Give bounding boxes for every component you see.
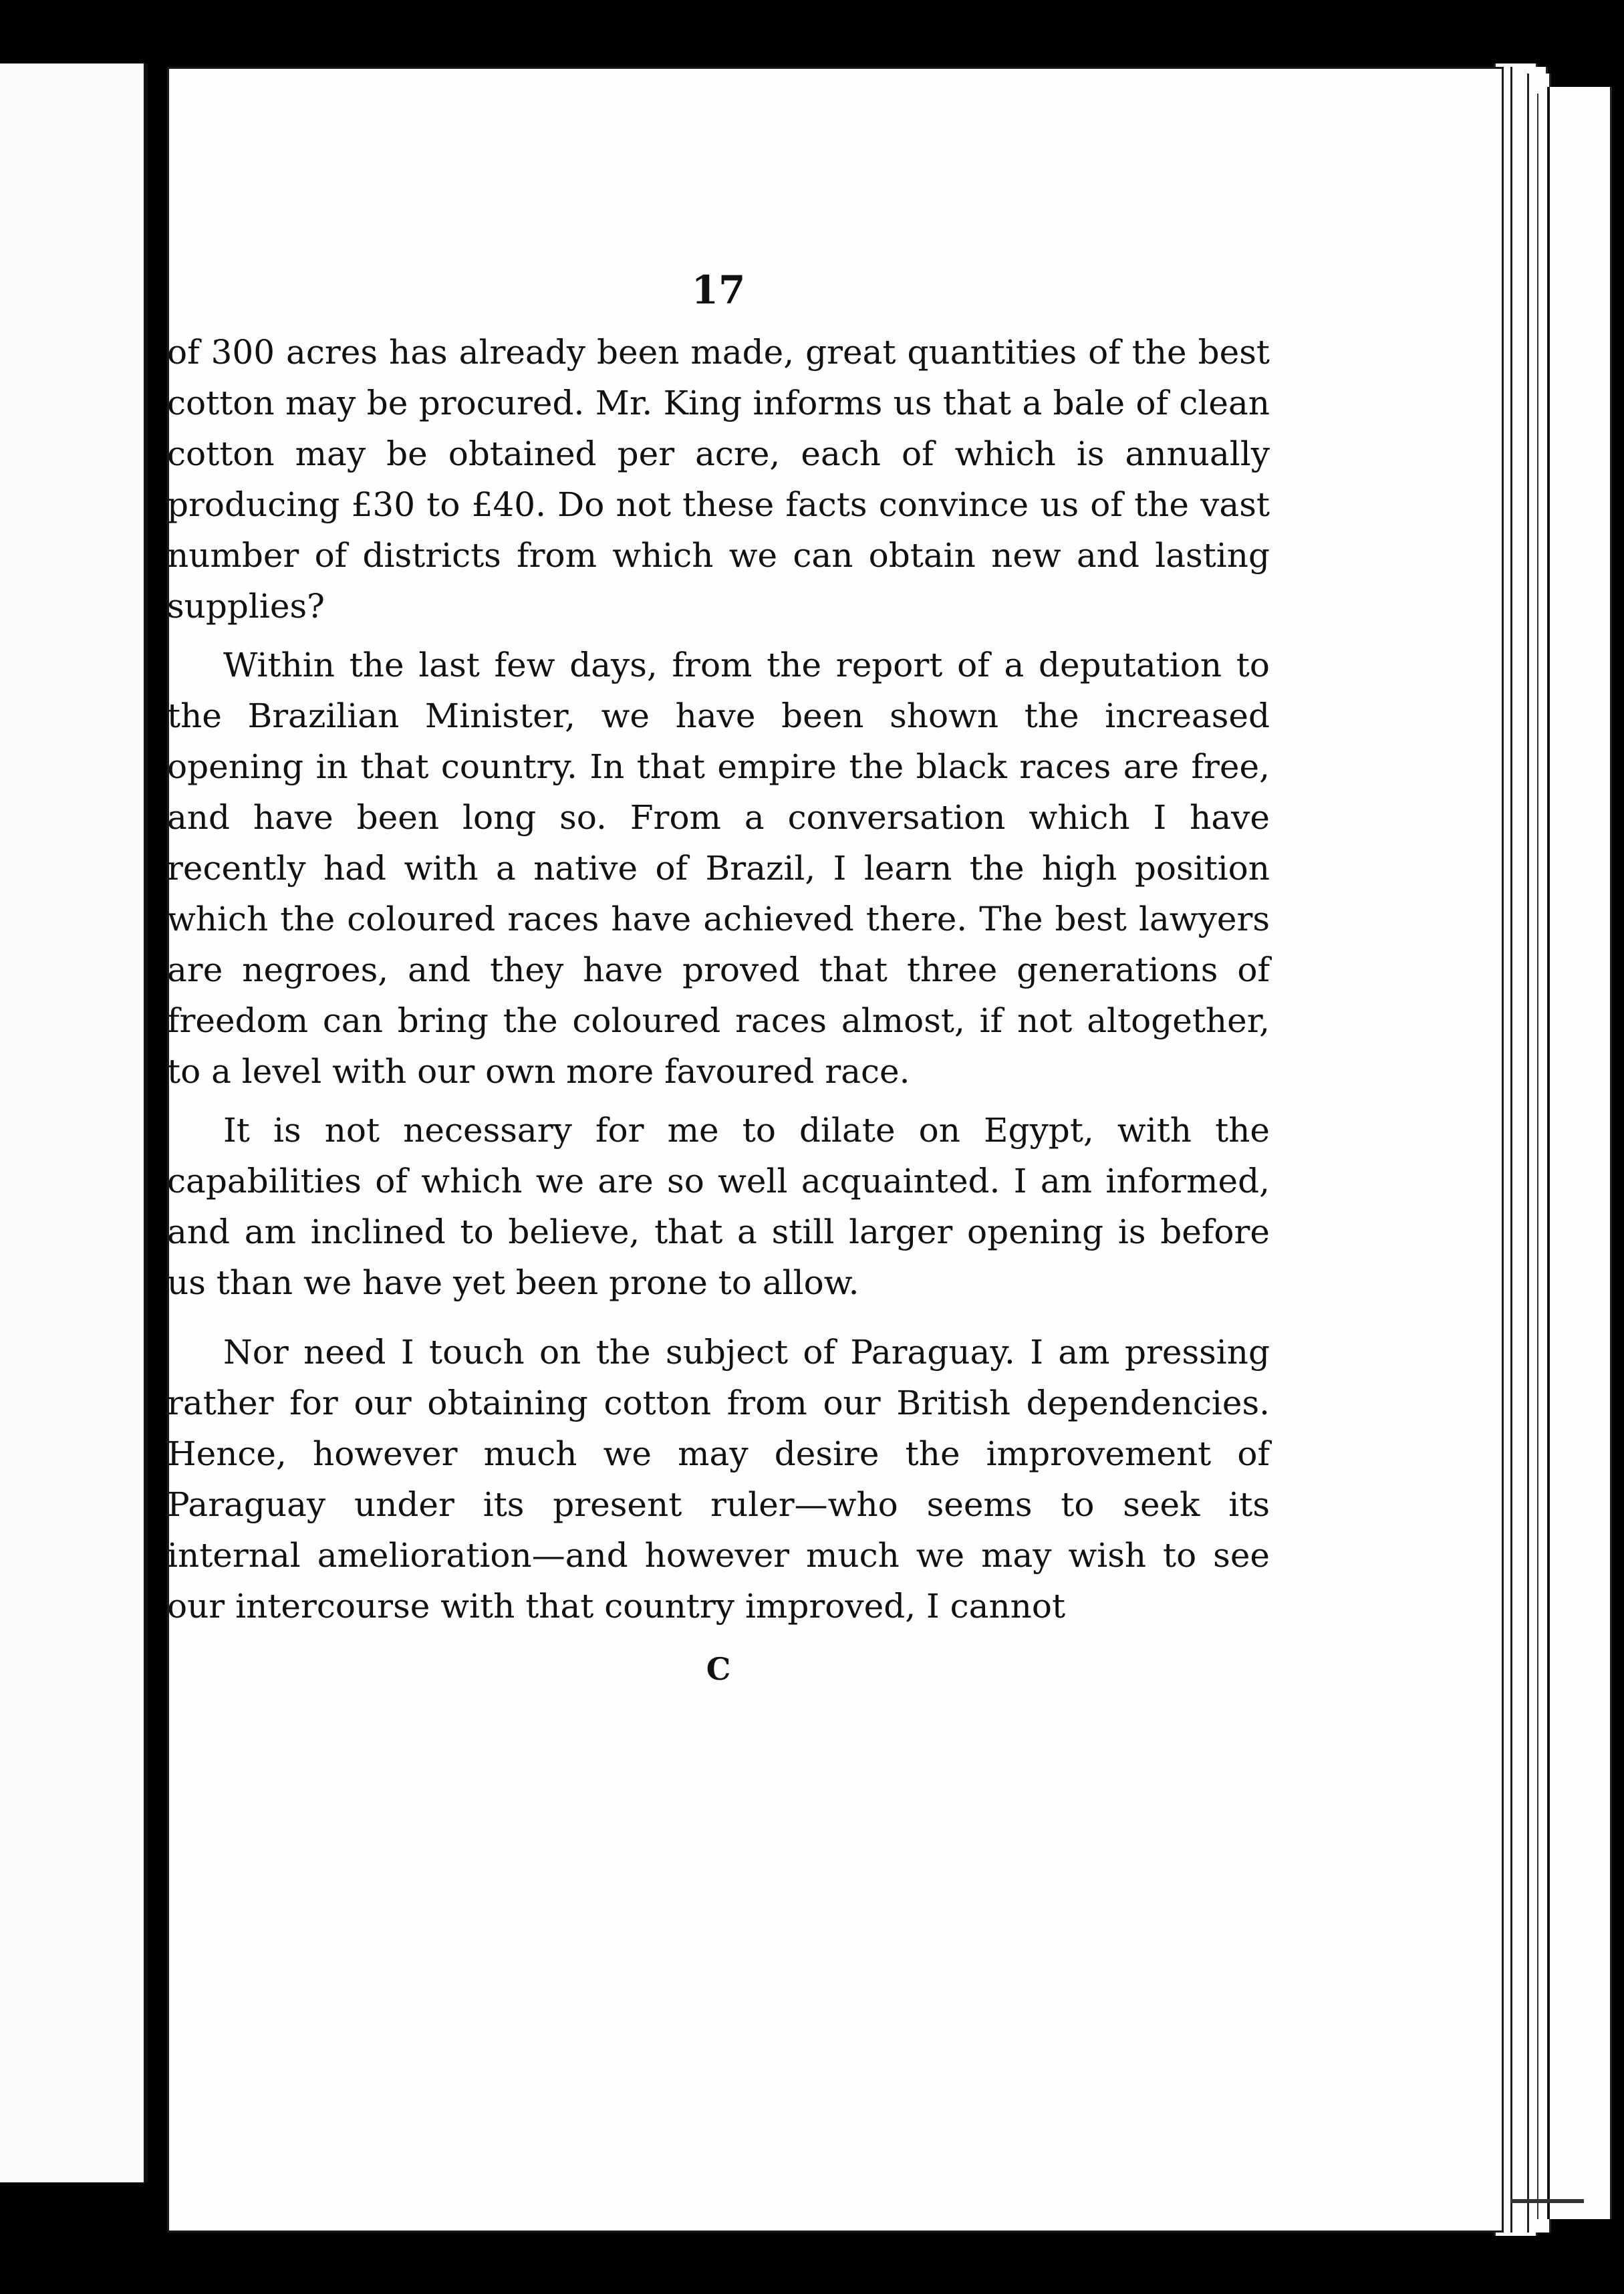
paragraph: Nor need I touch on the subject of Paraguay. I am pressing rather for our obtaining cotton from our British dependencies. Hence, however much we may desire the improvement of Paraguay under its present ruler—who seems to seek its internal amelioration—and however much we may wish to see our intercourse with that country improved, I cannot (167, 1333, 1270, 1626)
signature-mark: C (706, 1651, 731, 1687)
page-number: 17 (691, 267, 746, 313)
page-edge-shadow (1510, 2199, 1584, 2203)
page-text (167, 264, 1270, 1689)
page-edge (1547, 87, 1612, 2219)
paragraph: It is not necessary for me to dilate on Egypt, with the capabilities of which we are so well acquainted. I am informed, and am inclined to believe, that a still larger opening is before us than we have yet been prone to allow. (167, 1111, 1270, 1302)
facing-page-edge (0, 63, 148, 2182)
paragraph: Within the last few days, from the report of a deputation to the Brazilian Minister, we have been shown the increased opening in that country. In that empire the black races are free, and have been long so. From a conversation which I have recently had with a native of Brazil, I learn the high position which the coloured races have achieved there. The best lawyers are negroes, and they have proved that three generations of freedom can bring the coloured races almost, if not altogether, to a level with our own more favoured race. (167, 646, 1270, 1091)
paragraph: of 300 acres has already been made, great quantities of the best cotton may be procured. Mr. King informs us that a bale of clean cotton may be obtained per acre, each of which is annually producing £30 to £40. Do not these facts convince us of the vast number of districts from which we can obtain new and lasting supplies? (167, 333, 1270, 626)
